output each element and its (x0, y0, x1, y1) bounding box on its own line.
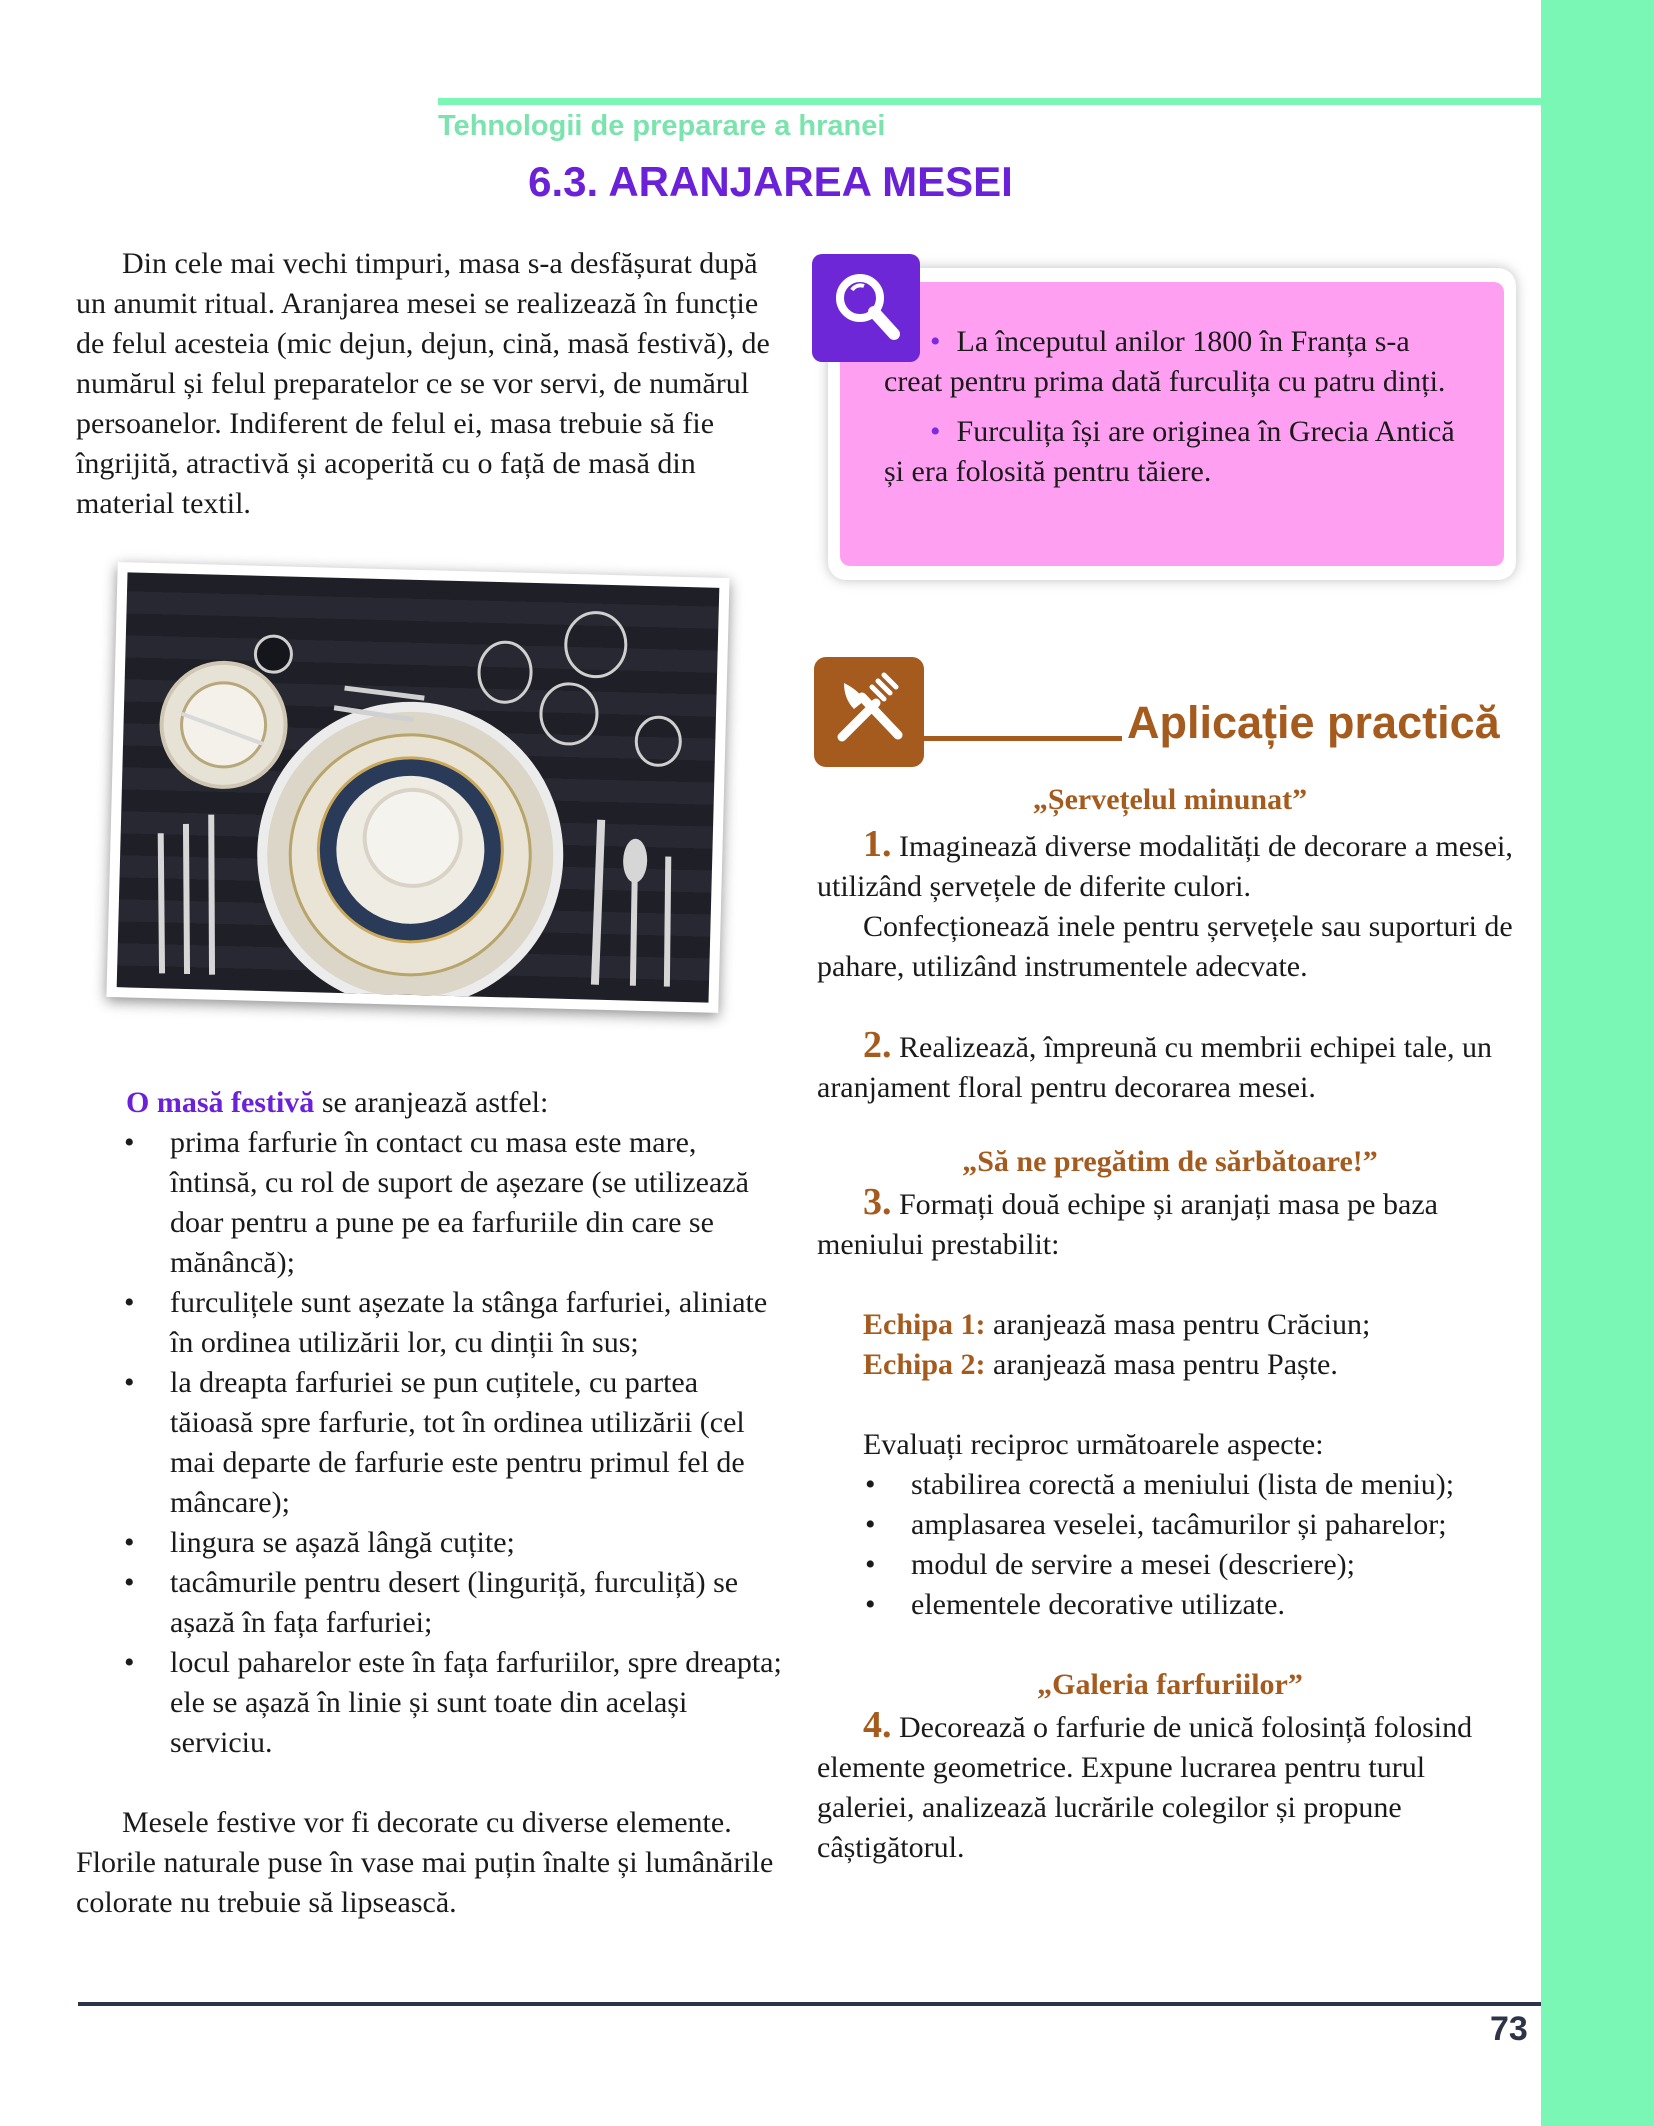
task-3: 3. Formați două echipe și aranjați masa pe baza meniului prestabilit: (817, 1181, 1438, 1261)
utensils-icon (814, 657, 924, 767)
header-rule (438, 98, 1541, 105)
festive-lead: O masă festivă se aranjează astfel: (126, 1086, 549, 1119)
fact-item: • Furculița își are originea în Grecia Antică și era folosită pentru tăiere. (884, 415, 1455, 488)
side-color-band (1541, 0, 1654, 2126)
list-item: • prima farfurie în contact cu masa este mare, întinsă, cu rol de suport de așezare (se utilizează doar pentru a pune pe ea farfuriile din care se mănâncă); (122, 1123, 786, 1283)
footer-rule (78, 2002, 1541, 2006)
intro-text: Din cele mai vechi timpuri, masa s-a desfășurat după un anumit ritual. Aranjarea mesei se realizează în funcție de felul acesteia (mic dejun, dejun, cină, masă festivă), de numărul și felul preparatelor ce se vor servi, de numărul persoanelor. Indiferent de felul ei, masa trebuie să fie îngrijită, atractivă și acoperită cu o față de masă din material textil. (76, 247, 770, 520)
photo-image (117, 572, 720, 1002)
practical-tasks (817, 780, 1523, 1868)
list-item: • amplasarea veselei, tacâmurilor și paharelor; (863, 1505, 1523, 1545)
evaluation-lead: Evaluați reciproc următoarele aspecte: (863, 1428, 1324, 1461)
list-item: • stabilirea corectă a meniului (lista de meniu); (863, 1465, 1523, 1505)
task-subtitle: „Să ne pregătim de sărbătoare!” (962, 1145, 1378, 1178)
did-you-know-box (828, 268, 1516, 580)
fact-list (840, 282, 1504, 566)
chapter-title: Tehnologii de preparare a hranei (438, 110, 886, 142)
section-rule (924, 736, 1122, 741)
list-item: • la dreapta farfuriei se pun cuțitele, cu partea tăioasă spre farfurie, tot în ordinea utilizării (cel mai departe de farfurie este pentru primul fel de mâncare); (122, 1363, 786, 1523)
list-item: • elementele decorative utilizate. (863, 1585, 1523, 1625)
team-2: Echipa 2: aranjează masa pentru Paște. (863, 1348, 1338, 1381)
teams (817, 1305, 1523, 1625)
list-item: • tacâmurile pentru desert (linguriță, furculiță) se așază în fața farfuriei; (122, 1563, 786, 1643)
task-subtitle: „Șervețelul minunat” (1032, 783, 1308, 816)
task-2: 2. Realizează, împreună cu membrii echipei tale, un aranjament floral pentru decorarea mesei. (817, 1024, 1493, 1104)
team-1: Echipa 1: aranjează masa pentru Crăciun; (863, 1308, 1371, 1341)
list-item: • furculițele sunt așezate la stânga farfuriei, aliniate în ordinea utilizării lor, cu dinții în sus; (122, 1283, 786, 1363)
evaluation-list (863, 1465, 1523, 1625)
intro-paragraph (76, 244, 786, 524)
task-1-continued: Confecționează inele pentru șervețele sau suporturi de pahare, utilizând instrumentele adecvate. (817, 910, 1513, 983)
fact-item: • La începutul anilor 1800 în Franța s-a creat pentru prima dată furculița cu patru dinți. (884, 325, 1446, 398)
task-4: 4. Decorează o farfurie de unică folosință folosind elemente geometrice. Expune lucrarea pentru turul galeriei, analizează lucrările colegilor și propune câștigătorul. (817, 1704, 1473, 1864)
festive-closing: Mesele festive vor fi decorate cu diverse elemente. Florile naturale puse în vase mai puțin înalte și lumânările colorate nu trebuie să lipsească. (76, 1806, 774, 1919)
task-1: 1. Imaginează diverse modalități de decorare a mesei, utilizând șervețele de diferite culori. (817, 823, 1513, 903)
festive-table-section (76, 1083, 786, 1923)
page-title: 6.3. ARANJAREA MESEI (528, 158, 1013, 205)
list-item: • locul paharelor este în fața farfuriilor, spre dreapta; ele se așază în linie și sunt toate din același serviciu. (122, 1643, 786, 1763)
practical-application-title: Aplicație practică (1127, 697, 1500, 748)
table-setting-photo (106, 562, 729, 1013)
magnifier-icon (812, 254, 920, 362)
festive-rules-list (76, 1123, 786, 1763)
page-number: 73 (1490, 2010, 1528, 2048)
task-subtitle: „Galeria farfuriilor” (1037, 1668, 1303, 1701)
list-item: • lingura se așază lângă cuțite; (122, 1523, 786, 1563)
list-item: • modul de servire a mesei (descriere); (863, 1545, 1523, 1585)
